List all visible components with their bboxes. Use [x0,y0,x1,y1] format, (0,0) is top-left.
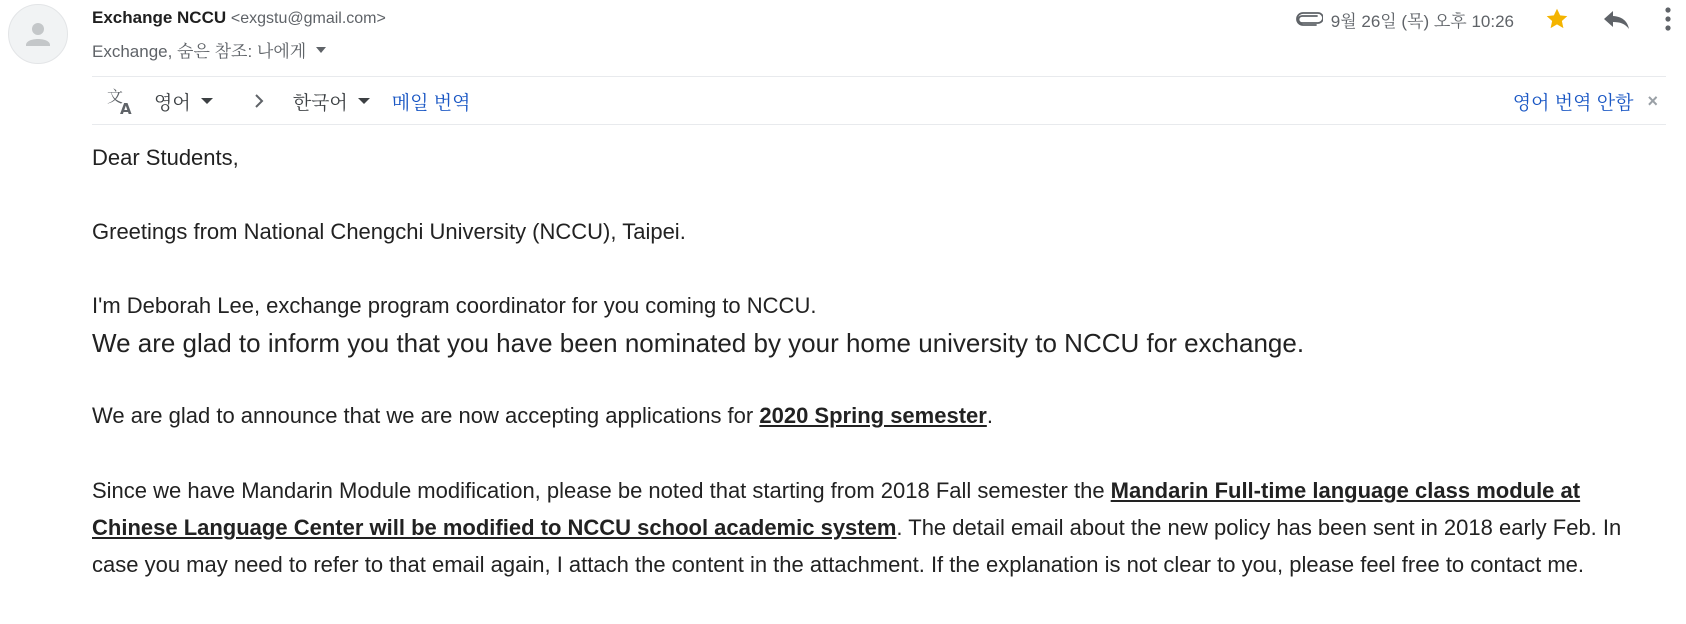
sender-name[interactable]: Exchange NCCU [92,8,227,27]
recipients-text: Exchange, 숨은 참조: 나에게 [92,42,307,61]
recipients-line [92,37,326,62]
semester-highlight: 2020 Spring semester [759,403,987,428]
paragraph-mandarin-module [92,472,1662,583]
more-options-icon[interactable] [1664,6,1672,32]
applications-end: . [986,403,993,428]
chevron-right-icon [253,92,265,110]
header-divider [92,76,1666,77]
module-highlight: Mandarin Full-time language class module at Chinese Language Center will be modified to NCCU school academic system [92,478,1581,540]
target-language-label: 한국어 [292,92,348,114]
module-detail: . The detail email about the new policy has been sent in 2018 early Feb. In case you may need to refer to that email again, I attach the content in the attachment. If the explanation is not clear to you, please feel free to contact me. [92,515,1622,577]
dont-translate-button[interactable] [1513,88,1658,115]
sender-line [92,8,386,28]
sender-avatar[interactable] [8,4,68,64]
translate-message-link[interactable]: 메일 번역 [391,92,471,114]
translate-icon [106,86,136,116]
message-meta [1295,6,1672,32]
dont-translate-label: 영어 번역 안함 [1512,92,1634,114]
paperclip-icon [1295,11,1323,27]
target-language-select[interactable] [293,88,370,115]
recipients-details-dropdown-icon[interactable] [316,47,326,53]
applications-text: We are glad to announce that we are now accepting applications for [92,403,760,428]
person-icon [9,5,67,63]
message-date: 9월 26일 (목) 오후 10:26 [1330,11,1514,31]
chevron-down-icon [201,98,213,104]
source-language-select[interactable] [154,88,213,115]
module-text: Since we have Mandarin Module modification, please be noted that starting from 2018 Fall semester the [92,478,1111,503]
source-language-label: 영어 [154,92,191,114]
star-icon[interactable] [1544,6,1570,32]
sender-email: <exgstu@gmail.com> [230,10,386,27]
close-icon[interactable]: × [1647,90,1658,111]
translate-bar [92,78,1666,125]
paragraph-greetings: Greetings from National Chengchi University (NCCU), Taipei. [92,219,686,244]
svg-text:A: A [120,100,132,116]
greeting: Dear Students, [92,145,239,170]
paragraph-nomination: We are glad to inform you that you have been nominated by your home university to NCCU for exchange. [92,328,1305,358]
reply-icon[interactable] [1602,8,1630,30]
paragraph-intro: I'm Deborah Lee, exchange program coordinator for you coming to NCCU. [92,293,817,318]
paragraph-applications [92,397,1662,434]
chevron-down-icon [358,98,370,104]
svg-text:文: 文 [107,87,124,106]
